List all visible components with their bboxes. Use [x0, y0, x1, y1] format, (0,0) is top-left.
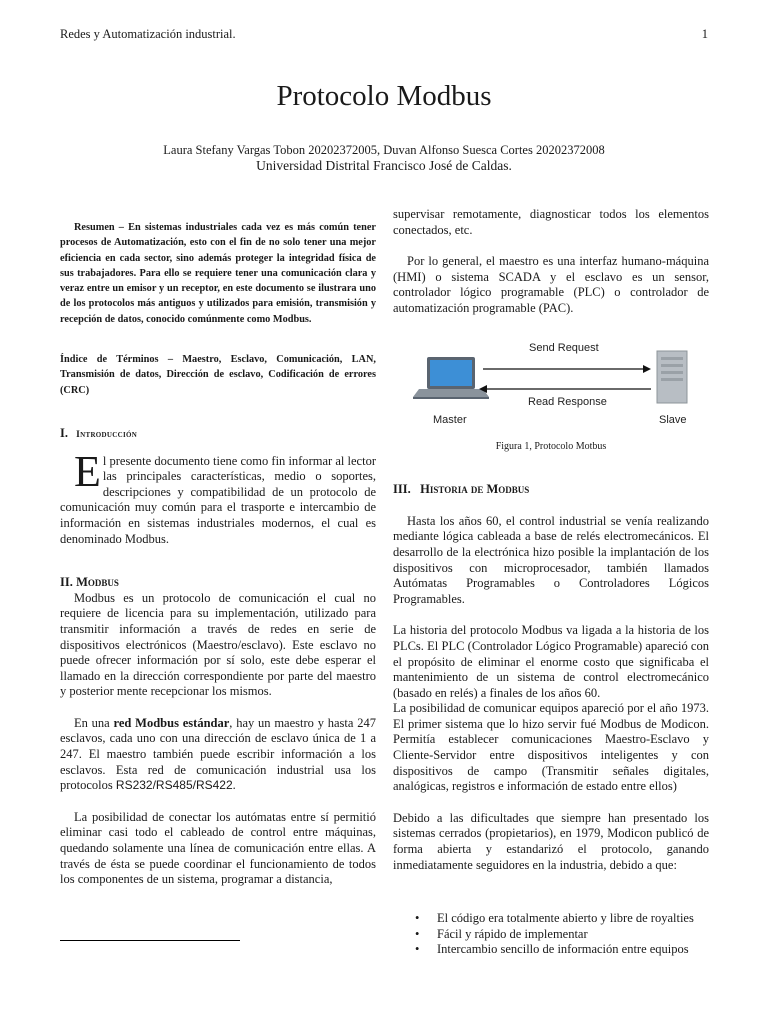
paper-title: Protocolo Modbus: [276, 80, 492, 112]
read-response-label: Read Response: [528, 395, 607, 408]
page-number: 1: [701, 27, 708, 41]
section-title: Introducción: [76, 429, 138, 440]
protocol-list: RS232/RS485/RS422: [115, 778, 233, 793]
section-heading-modbus: [60, 575, 376, 591]
introduction-paragraph: [60, 446, 376, 548]
section-number: III.: [393, 482, 411, 497]
modbus-paragraph-3: La posibilidad de conectar los autómatas entre sí permitió eliminar casi todo el cableado de control entre máquinas, quedando solamente una línea de comunicación entre ellas. A través de ésta se puede coordinar el funcionamiento de todos los componentes de un sistema, programar a distancia,: [60, 809, 376, 887]
list-item: • El código era totalmente abierto y libre de royalties: [437, 911, 709, 927]
text-span: En una: [74, 715, 114, 730]
slave-label: Slave: [659, 413, 687, 426]
figure-caption: Figura 1, Protocolo Motbus: [495, 440, 607, 452]
modbus-paragraph-2: [60, 716, 376, 794]
text-span: , hay un maestro y hasta 247 esclavos, cada uno con una dirección de esclavo única de 1 a 247. El maestro también puede escribir información a los esclavos. Esta red de comunicación industrial usa los protocolos: [60, 715, 376, 793]
section-heading-historia: [393, 482, 709, 498]
left-column: [60, 207, 376, 888]
section-title: Modbus: [76, 575, 119, 590]
master-paragraph: Por lo general, el maestro es una interfaz humano-máquina (HMI) o sistema SCADA y el esclavo es un sensor, controlador lógico programable (PLC) o controlador de automatización programable (PAC).: [393, 254, 709, 315]
text-span: .: [232, 778, 236, 793]
author-names: Laura Stefany Vargas Tobon 20202372005, Duvan Alfonso Suesca Cortes 20202372008: [163, 143, 605, 157]
running-header: Redes y Automatización industrial.: [60, 27, 236, 41]
bullet-list: [393, 911, 709, 958]
author-block: [0, 142, 768, 174]
abstract: Resumen – En sistemas industriales cada vez es más común tener procesos de Automatización, esto con el fin de no solo tener una mejor eficiencia en cada sector, sino además proteger la integridad física de sus trabajadores. Para ello se requiere tener una comunicación clara y veraz entre un emisor y un receptor, en este documento se ilustrara uno de los protocolos más antiguos y utilizados para emisión, transmisión y recepción de datos, conocido comúnmente como Modbus.: [60, 222, 376, 325]
server-icon: [657, 351, 687, 403]
section-heading-introduction: [60, 426, 376, 444]
send-request-arrow: [483, 365, 651, 373]
historia-paragraph-4: Debido a las dificultades que siempre han presentado los sistemas cerrados (propietarios), en 1979, Modicon publicó de forma abierta y estandarizó el protocolo, ganando inmediatamente seguidores en la industria, debido a que:: [393, 810, 709, 872]
laptop-icon: [413, 357, 489, 399]
figure-master-slave: [393, 341, 709, 437]
list-item: • Intercambio sencillo de información entre equipos: [437, 942, 709, 958]
section-number: I.: [60, 425, 68, 440]
bold-term: red Modbus estándar: [113, 715, 230, 730]
introduction-text: l presente documento tiene como fin informar al lector las principales características, medio o soportes, descripciones y compatibilidad de un protocolo de comunicación muy común para el trasporte e intercambio de información en sistemas industriales modernos, el cual es denominado Modbus.: [60, 453, 376, 546]
historia-paragraph-3: La posibilidad de comunicar equipos apareció por el año 1973. El primer sistema que lo hizo servir fué Modbus de Modicon. Permitía establecer comunicaciones Maestro-Esclavo y Cliente-Servidor entre dispositivos inteligentes y con dispositivos de campo (Transmitir señales digitales, analógicas, registros e información de estado entre ellos): [393, 701, 709, 794]
section-number: II.: [60, 575, 73, 590]
historia-paragraph-1: Hasta los años 60, el control industrial se venía realizando mediante lógica cableada a base de relés electromecánicos. El desarrollo de la electrónica hizo posible la implantación de los dispositivos con microprocesador, también llamados Autómatas Programables o Controladores Lógicos Programables.: [393, 513, 709, 606]
section-title: Historia de Modbus: [420, 482, 530, 497]
right-column: [393, 207, 709, 958]
continuation-paragraph: supervisar remotamente, diagnosticar todos los elementos conectados, etc.: [393, 207, 709, 237]
modbus-paragraph-1: Modbus es un protocolo de comunicación el cual no requiere de licencia para su implementación, utilizado para transmitir información a través de redes en serie de dispositivos electrónicos (Maestro/esclavo). Este esclavo no puede ofrecer información por sí solo, este debe esperar el llamado en la dirección correspondiente por parte del maestro y posterior mente recepcionar los mismos.: [60, 590, 376, 699]
list-item: • Fácil y rápido de implementar: [437, 927, 709, 943]
send-request-label: Send Request: [529, 341, 599, 354]
index-terms: Índice de Términos – Maestro, Esclavo, Comunicación, LAN, Transmisión de datos, Dirección de esclavo, Codificación de errores (CRC): [60, 354, 376, 396]
master-label: Master: [433, 413, 467, 426]
affiliation: Universidad Distrital Francisco José de Caldas.: [256, 158, 512, 173]
historia-paragraph-2: La historia del protocolo Modbus va ligada a la historia de los PLCs. El PLC (Controlador Lógico Programable) apareció con el propósito de eliminar el enorme costo que significaba el mantenimiento de un sistema de control electromecánico (basado en relés) a finales de los años 60.: [393, 623, 709, 700]
drop-cap: E: [74, 446, 101, 496]
read-response-arrow: [479, 385, 651, 393]
footnote-rule: [60, 940, 240, 941]
